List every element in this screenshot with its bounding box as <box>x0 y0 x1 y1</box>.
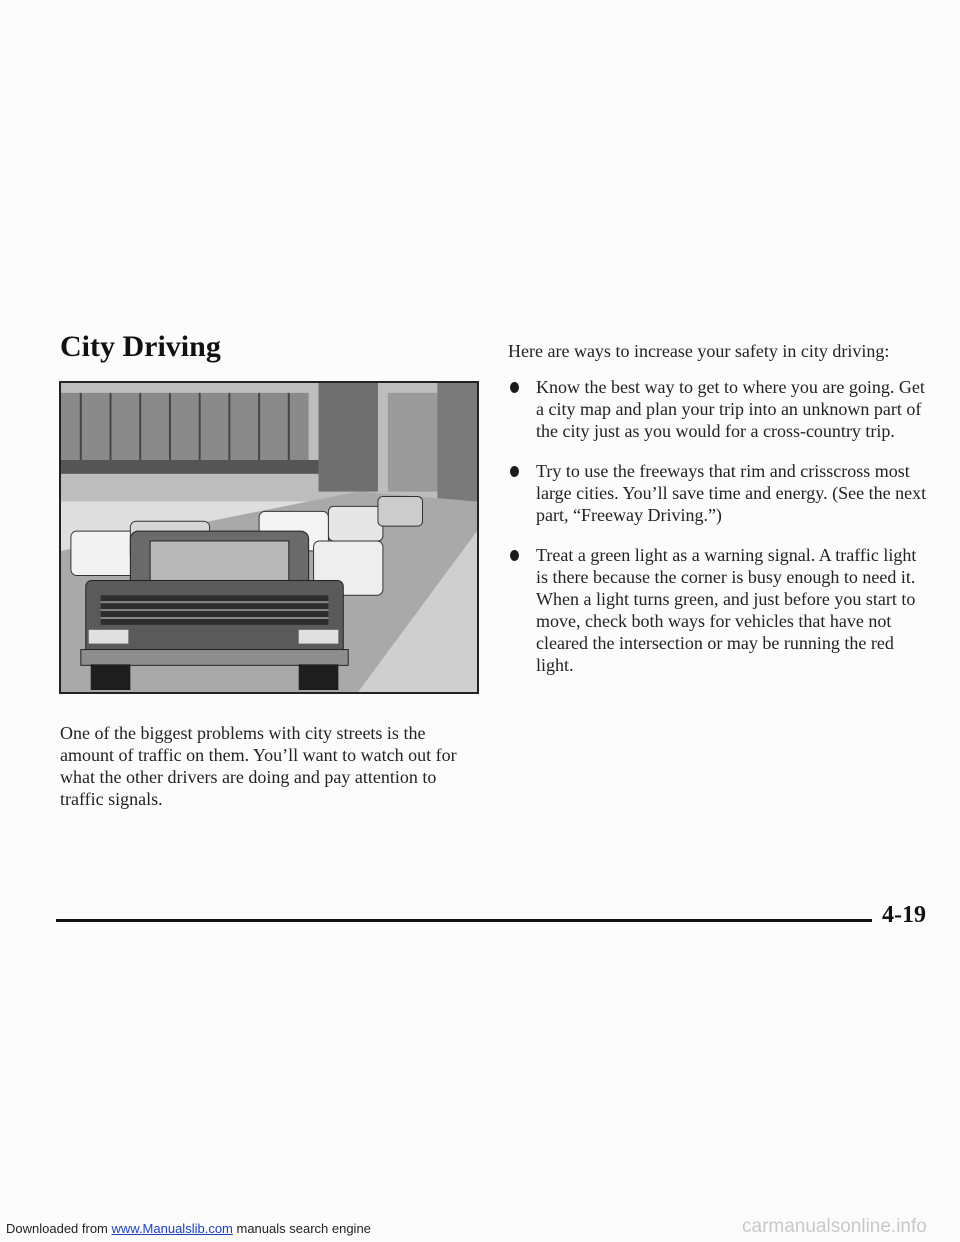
manualslib-link[interactable]: www.Manualslib.com <box>111 1221 233 1236</box>
section-title: City Driving <box>60 330 221 363</box>
credit-suffix: manuals search engine <box>232 1221 371 1236</box>
list-item <box>508 460 928 526</box>
footer-rule <box>56 919 872 922</box>
list-item <box>508 544 928 676</box>
tips-list <box>508 376 928 676</box>
bullet-icon <box>510 466 519 477</box>
traffic-illustration <box>59 381 479 694</box>
watermark: carmanualsonline.info <box>742 1216 927 1237</box>
download-credit <box>6 1221 371 1236</box>
safety-tips <box>508 340 928 694</box>
list-item-text: Treat a green light as a warning signal. A traffic light is there because the corner is busy enough to need it. When a light turns green, and just before you start to move, check both ways for vehicles that have not cleared the intersection or may be running the red light. <box>536 545 917 675</box>
page-number: 4-19 <box>882 902 926 928</box>
bullet-icon <box>510 382 519 393</box>
credit-prefix: Downloaded from <box>6 1221 112 1236</box>
bullet-icon <box>510 550 519 561</box>
intro-paragraph: One of the biggest problems with city streets is the amount of traffic on them. You’ll want to watch out for what the other drivers are doing and pay attention to traffic signals. <box>60 723 457 809</box>
list-item <box>508 376 928 442</box>
tips-intro: Here are ways to increase your safety in city driving: <box>508 341 890 361</box>
list-item-text: Try to use the freeways that rim and crisscross most large cities. You’ll save time and energy. (See the next part, “Freeway Driving.”) <box>536 461 927 525</box>
list-item-text: Know the best way to get to where you are going. Get a city map and plan your trip into an unknown part of the city just as you would for a cross-country trip. <box>536 377 925 441</box>
